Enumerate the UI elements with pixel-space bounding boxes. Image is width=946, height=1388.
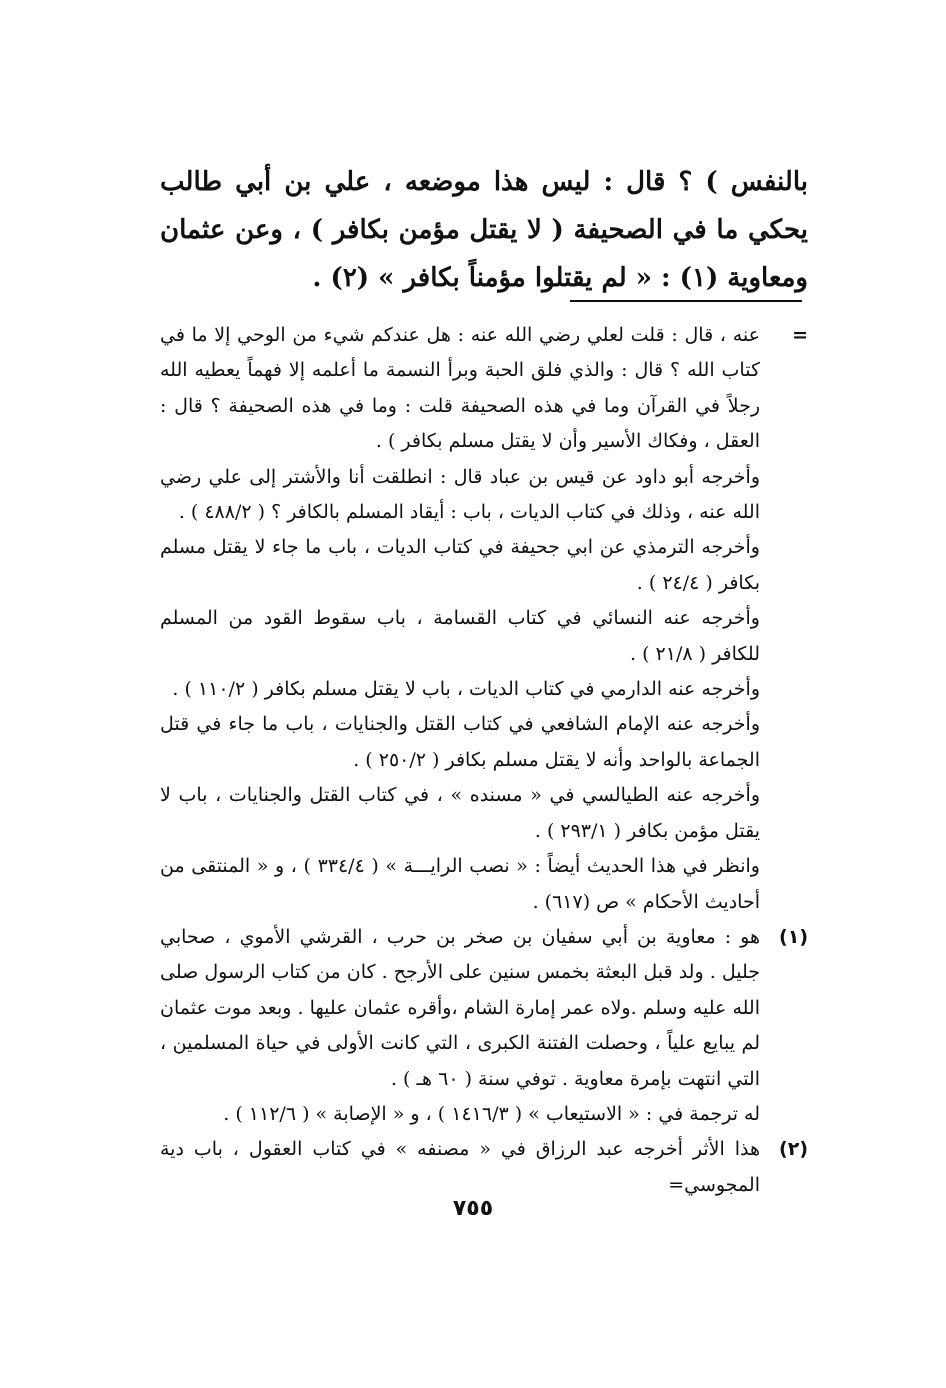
main-paragraph: بالنفس ) ؟ قال : ليس هذا موضعه ، علي بن أبي طالب يحكي ما في الصحيفة ( لا يقتل مؤمن بكافر ) ، وعن عثمان ومعاوية (١) : « لم يقتلوا مؤمناً بكافر » (٢) . — [160, 167, 808, 293]
footnote-paragraph: وأخرجه أبو داود عن قيس بن عباد قال : انطلقت أنا والأشتر إلى علي رضي الله عنه ، وذلك في كتاب الديات ، باب : أيقاد المسلم بالكافر ؟ ( ٤٨٨/٢ ) . — [160, 465, 760, 524]
footnote-1 — [160, 920, 808, 1132]
footnote-2-marker: (٢) — [779, 1138, 808, 1161]
footnote-paragraph: وأخرجه عنه النسائي في كتاب القسامة ، باب سقوط القود من المسلم للكافر ( ٢١/٨ ) . — [160, 607, 760, 665]
footnote-1-marker: (١) — [779, 925, 808, 948]
footnote-paragraph: هذا الأثر أخرجه عبد الرزاق في « مصنفه » في كتاب العقول ، باب دية المجوسي= — [160, 1138, 760, 1196]
footnote-paragraph: وأخرجه عنه الدارمي في كتاب الديات ، باب لا يقتل مسلم بكافر ( ١١٠/٢ ) . — [172, 678, 760, 701]
footnote-paragraph: وأخرجه عنه الطيالسي في « مسنده » ، في كتاب القتل والجنايات ، باب لا يقتل مؤمن بكافر ( ٢٩٣/١ ) . — [160, 784, 760, 842]
footnote-2-body — [160, 1132, 760, 1203]
page-number: ٧٥٥ — [452, 1196, 494, 1221]
footnote-divider — [570, 300, 802, 302]
footnote-continuation — [160, 318, 808, 920]
footnote-paragraph: عنه ، قال : قلت لعلي رضي الله عنه : هل عندكم شيء من الوحي إلا ما في كتاب الله ؟ قال : والذي فلق الحبة وبرأ النسمة ما أعلمه إلا فهماً يعطيه الله رجلاً في القرآن وما في هذه الصحيفة قلت : وما في هذه الصحيفة ؟ قال : العقل ، وفكاك الأسير وأن لا يقتل مسلم بكافر ) . — [160, 324, 760, 453]
footnotes-section — [160, 318, 808, 1203]
footnote-continuation-body — [160, 318, 760, 920]
footnote-1-body — [160, 920, 760, 1132]
main-text-block — [160, 158, 808, 302]
footnote-paragraph: هو : معاوية بن أبي سفيان بن صخر بن حرب ، القرشي الأموي ، صحابي جليل . ولد قبل البعثة بخمس سنين على الأرجح . كان من كتاب الرسول صلى الله عليه وسلم .ولاه عمر إمارة الشام ،وأقره عثمان عليها . وبعد موت عثمان لم يبايع علياً ، وحصلت الفتنة الكبرى ، التي كانت الأولى في حياة المسلمين ، التي انتهت بإمرة معاوية . توفي سنة ( ٦٠ هـ ) . — [160, 925, 760, 1090]
footnote-paragraph: وأخرجه الترمذي عن ابي جحيفة في كتاب الديات ، باب ما جاء لا يقتل مسلم بكافر ( ٢٤/٤ ) . — [160, 536, 760, 594]
footnote-paragraph: له ترجمة في : « الاستيعاب » ( ١٤١٦/٣ ) ، و « الإصابة » ( ١١٢/٦ ) . — [223, 1102, 760, 1125]
footnote-paragraph: وانظر في هذا الحديث أيضاً : « نصب الرايـــة » ( ٣٣٤/٤ ) ، و « المنتقى من أحاديث الأحكام » ص (٦١٧) . — [160, 855, 760, 913]
footnote-2 — [160, 1132, 808, 1203]
footnote-paragraph: وأخرجه عنه الإمام الشافعي في كتاب القتل والجنايات ، باب ما جاء في قتل الجماعة بالواحد وأنه لا يقتل مسلم بكافر ( ٢٥٠/٢ ) . — [160, 713, 760, 771]
footnote-continuation-marker: = — [792, 324, 808, 346]
